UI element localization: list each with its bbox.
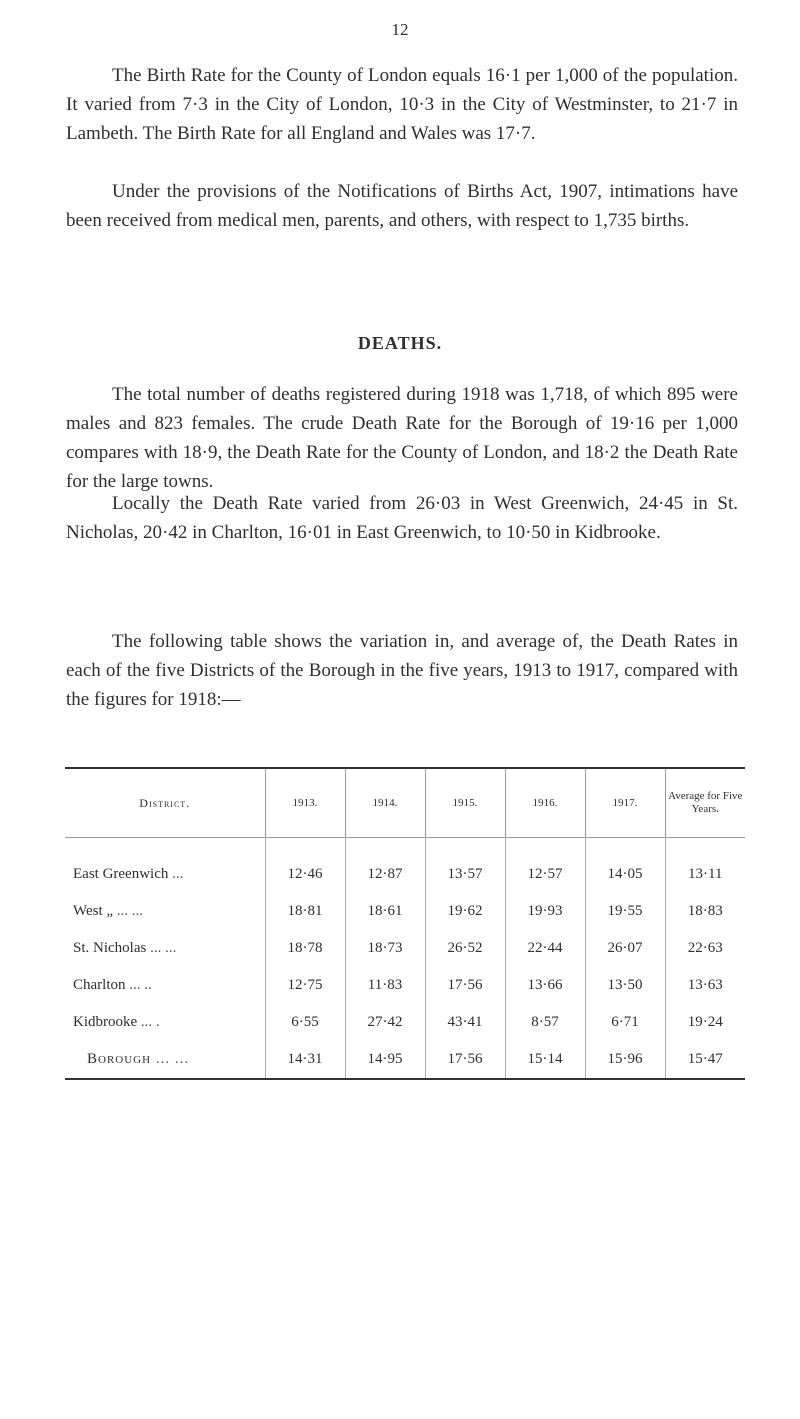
header-1914: 1914. (345, 769, 425, 838)
value-1915: 13·57 (425, 838, 505, 894)
district-name-cell (65, 838, 265, 894)
birth-rate-paragraph: The Birth Rate for the County of London equals 16·1 per 1,000 of the population. It varied from 7·3 in the City of London, 10·3 in the City of Westminster, to 21·7 in Lambeth. The Birth Rate for all England and Wales was 17·7. (66, 65, 738, 144)
value-1916: 8·57 (505, 1004, 585, 1041)
district-name-cell (65, 930, 265, 967)
leader-dots: ... ... (150, 940, 177, 956)
value-average: 15·47 (665, 1041, 745, 1078)
district-name-cell (65, 967, 265, 1004)
value-1915: 26·52 (425, 930, 505, 967)
district-name-cell (65, 893, 265, 930)
leader-dots: ... . (140, 1014, 160, 1030)
header-1913: 1913. (265, 769, 345, 838)
value-average: 13·63 (665, 967, 745, 1004)
value-average: 18·83 (665, 893, 745, 930)
header-1915: 1915. (425, 769, 505, 838)
table-intro-paragraph: The following table shows the variation in, and average of, the Death Rates in each of the five Districts of the Borough in the five years, 1913 to 1917, compared with the figures for 1918:— (66, 631, 738, 710)
table-row-borough-total (65, 1041, 745, 1078)
value-1917: 6·71 (585, 1004, 665, 1041)
value-1914: 11·83 (345, 967, 425, 1004)
local-variation-paragraph: Locally the Death Rate varied from 26·03 in West Greenwich, 24·45 in St. Nicholas, 20·42 in Charlton, 16·01 in East Greenwich, to 10·50 in Kidbrooke. (66, 493, 738, 543)
table-row (65, 930, 745, 967)
value-1916: 12·57 (505, 838, 585, 894)
header-average: Average for Five Years. (665, 769, 745, 838)
value-1916: 15·14 (505, 1041, 585, 1078)
page-number: 12 (391, 20, 409, 39)
value-1917: 13·50 (585, 967, 665, 1004)
district-name-cell (65, 1041, 265, 1078)
header-1917: 1917. (585, 769, 665, 838)
district-name: East Greenwich (73, 866, 169, 882)
header-district: District. (65, 769, 265, 838)
value-1916: 22·44 (505, 930, 585, 967)
value-1914: 27·42 (345, 1004, 425, 1041)
district-name: Kidbrooke (73, 1014, 138, 1030)
death-rate-table (65, 769, 745, 1078)
district-name: St. Nicholas (73, 940, 147, 956)
value-1913: 12·75 (265, 967, 345, 1004)
deaths-total-paragraph: The total number of deaths registered during 1918 was 1,718, of which 895 were males and 823 females. The crude Death Rate for the Borough of 19·16 per 1,000 compares with 18·9, the Death Rate for the County of London, and 18·2 the Death Rate for the large towns. (66, 384, 738, 492)
leader-dots: ... ... (116, 903, 144, 919)
value-1913: 18·81 (265, 893, 345, 930)
value-1915: 19·62 (425, 893, 505, 930)
table-bottom-rule (65, 1078, 745, 1080)
leader-dots: ... .. (129, 977, 152, 993)
district-name: West „ (73, 903, 114, 919)
leader-dots: ... ... (155, 1051, 190, 1067)
value-1916: 13·66 (505, 967, 585, 1004)
table-header-row (65, 769, 745, 838)
value-1917: 19·55 (585, 893, 665, 930)
value-1916: 19·93 (505, 893, 585, 930)
value-1913: 12·46 (265, 838, 345, 894)
value-1914: 14·95 (345, 1041, 425, 1078)
deaths-heading: DEATHS. (357, 333, 443, 353)
header-1916: 1916. (505, 769, 585, 838)
value-1917: 26·07 (585, 930, 665, 967)
value-1917: 15·96 (585, 1041, 665, 1078)
death-rate-table-container (65, 767, 745, 1080)
value-1914: 18·61 (345, 893, 425, 930)
district-name-cell (65, 1004, 265, 1041)
value-1915: 43·41 (425, 1004, 505, 1041)
leader-dots: ... (172, 866, 184, 882)
value-1913: 14·31 (265, 1041, 345, 1078)
value-1913: 18·78 (265, 930, 345, 967)
value-average: 19·24 (665, 1004, 745, 1041)
value-1917: 14·05 (585, 838, 665, 894)
value-1913: 6·55 (265, 1004, 345, 1041)
value-1915: 17·56 (425, 967, 505, 1004)
value-1915: 17·56 (425, 1041, 505, 1078)
notifications-paragraph: Under the provisions of the Notifications of Births Act, 1907, intimations have been received from medical men, parents, and others, with respect to 1,735 births. (66, 181, 738, 231)
value-1914: 18·73 (345, 930, 425, 967)
table-row (65, 967, 745, 1004)
table-row (65, 838, 745, 894)
value-average: 13·11 (665, 838, 745, 894)
table-row (65, 1004, 745, 1041)
table-row (65, 893, 745, 930)
value-average: 22·63 (665, 930, 745, 967)
district-name: Charlton (73, 977, 126, 993)
district-name: Borough (87, 1051, 152, 1067)
value-1914: 12·87 (345, 838, 425, 894)
